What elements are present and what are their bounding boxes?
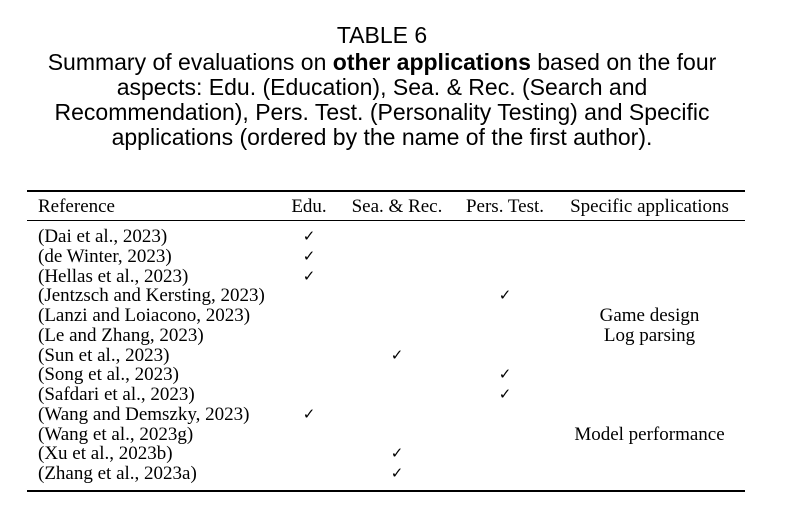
pers-test-cell <box>456 405 554 425</box>
table-row <box>27 247 745 267</box>
sea-rec-cell <box>338 405 456 425</box>
table-row <box>27 464 745 484</box>
table-top-rule <box>27 190 745 192</box>
edu-cell <box>280 365 338 385</box>
table-row <box>27 444 745 464</box>
reference-cell: (Song et al., 2023) <box>38 364 179 386</box>
caption-line-4: applications (ordered by the name of the first author). <box>111 124 653 151</box>
pers-test-cell <box>456 306 554 326</box>
edu-cell: ✓ <box>302 404 316 423</box>
pers-test-cell <box>456 464 554 484</box>
sea-rec-cell: ✓ <box>390 345 404 364</box>
specific-application-cell <box>554 444 745 464</box>
table-label: TABLE 6 <box>336 22 428 48</box>
sea-rec-cell <box>338 306 456 326</box>
table-bottom-rule <box>27 490 745 492</box>
caption-line-1-before: Summary of evaluations on <box>47 48 327 75</box>
table-row <box>27 286 745 306</box>
reference-cell: (Jentzsch and Kersting, 2023) <box>38 285 265 307</box>
pers-test-cell: ✓ <box>498 385 512 403</box>
pers-test-cell <box>456 267 554 287</box>
header-reference: Reference <box>38 196 115 217</box>
specific-application-cell <box>554 385 745 405</box>
pers-test-cell <box>456 346 554 366</box>
edu-cell: ✓ <box>302 266 316 285</box>
sea-rec-cell <box>338 247 456 267</box>
table-body <box>27 227 745 484</box>
reference-cell: (de Winter, 2023) <box>38 245 172 267</box>
edu-cell <box>280 286 338 306</box>
table-header-row <box>27 193 745 220</box>
edu-cell <box>280 464 338 484</box>
edu-cell <box>280 326 338 346</box>
caption-line-3: Recommendation), Pers. Test. (Personality Testing) and Specific <box>54 99 710 126</box>
table-row <box>27 425 745 445</box>
pers-test-cell <box>456 444 554 464</box>
header-edu: Edu. <box>291 196 327 217</box>
table-row <box>27 227 745 247</box>
pers-test-cell <box>456 326 554 346</box>
reference-cell: (Zhang et al., 2023a) <box>38 463 197 484</box>
header-pers-test: Pers. Test. <box>465 196 544 217</box>
table-row <box>27 267 745 287</box>
edu-cell <box>280 425 338 445</box>
pers-test-cell <box>456 227 554 247</box>
sea-rec-cell <box>338 365 456 385</box>
specific-application-cell <box>554 267 745 287</box>
edu-cell <box>280 385 338 405</box>
table-mid-rule <box>27 220 745 221</box>
sea-rec-cell <box>338 267 456 287</box>
pers-test-cell: ✓ <box>498 286 512 305</box>
edu-cell: ✓ <box>302 227 316 245</box>
table-row <box>27 405 745 425</box>
edu-cell <box>280 346 338 366</box>
table-row <box>27 365 745 385</box>
specific-application-cell: Log parsing <box>603 324 696 346</box>
specific-application-cell <box>554 227 745 247</box>
sea-rec-cell <box>338 227 456 247</box>
caption-line-2: aspects: Edu. (Education), Sea. & Rec. (Search and <box>116 73 648 100</box>
reference-cell: (Xu et al., 2023b) <box>38 443 173 465</box>
specific-application-cell <box>554 346 745 366</box>
reference-cell: (Wang and Demszky, 2023) <box>38 403 250 425</box>
specific-application-cell: Game design <box>599 305 700 326</box>
table-row <box>27 385 745 405</box>
header-sea-rec: Sea. & Rec. <box>351 196 443 217</box>
edu-cell <box>280 306 338 326</box>
caption-line-1-after: based on the four <box>537 48 717 75</box>
reference-cell: (Lanzi and Loiacono, 2023) <box>38 305 251 326</box>
header-specific-applications: Specific applications <box>570 196 729 217</box>
sea-rec-cell <box>338 326 456 346</box>
table-row <box>27 306 745 326</box>
reference-cell: (Hellas et al., 2023) <box>38 265 189 287</box>
specific-application-cell <box>554 464 745 484</box>
summary-table <box>27 0 745 513</box>
sea-rec-cell <box>338 286 456 306</box>
reference-cell: (Safdari et al., 2023) <box>38 384 195 405</box>
pers-test-cell: ✓ <box>498 365 512 384</box>
reference-cell: (Dai et al., 2023) <box>38 226 168 247</box>
sea-rec-cell: ✓ <box>390 444 404 463</box>
sea-rec-cell <box>338 385 456 405</box>
specific-application-cell <box>554 286 745 306</box>
caption-bold-term: other applications <box>332 48 531 75</box>
specific-application-cell <box>554 247 745 267</box>
pers-test-cell <box>456 247 554 267</box>
specific-application-cell: Model performance <box>574 423 725 445</box>
table-row <box>27 346 745 366</box>
specific-application-cell <box>554 405 745 425</box>
sea-rec-cell: ✓ <box>390 464 404 482</box>
reference-cell: (Wang et al., 2023g) <box>38 423 194 445</box>
specific-application-cell <box>554 365 745 385</box>
pers-test-cell <box>456 425 554 445</box>
reference-cell: (Le and Zhang, 2023) <box>38 324 204 346</box>
reference-cell: (Sun et al., 2023) <box>38 344 170 366</box>
sea-rec-cell <box>338 425 456 445</box>
table-row <box>27 326 745 346</box>
edu-cell: ✓ <box>302 246 316 265</box>
edu-cell <box>280 444 338 464</box>
